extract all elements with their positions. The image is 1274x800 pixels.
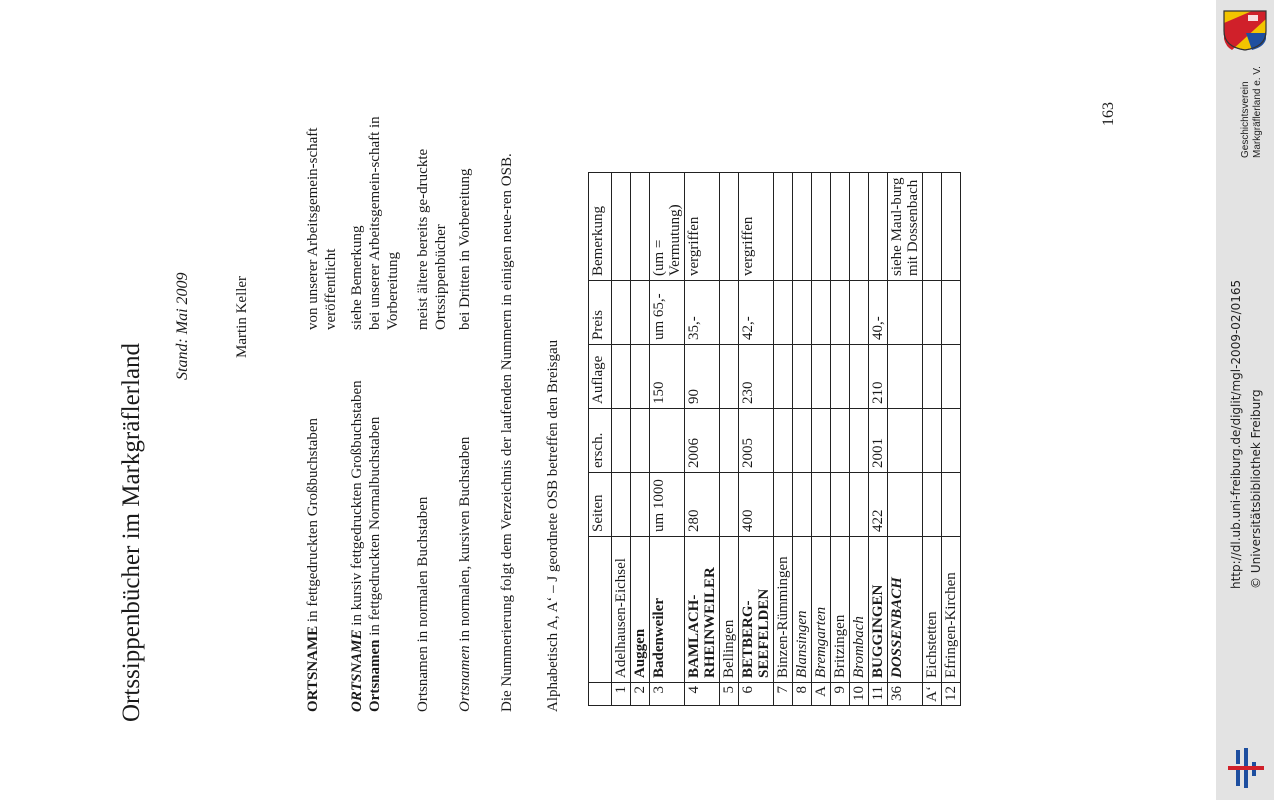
cell-auflage: 90 — [685, 345, 720, 409]
legend-remark: bei Dritten in Vorbereitung — [457, 168, 473, 330]
cell-auflage — [774, 345, 793, 409]
cell-place-name: DOSSENBACH — [888, 537, 923, 683]
cell-place-name: Blansingen — [793, 537, 812, 683]
cell-bemerkung: siehe Maul-burg mit Dossenbach — [888, 173, 923, 281]
cell-num: 5 — [720, 683, 739, 706]
cell-bemerkung — [942, 173, 961, 281]
cell-seiten — [812, 473, 831, 537]
cell-preis — [888, 281, 923, 345]
author: Martin Keller — [234, 275, 250, 358]
cell-auflage — [942, 345, 961, 409]
cell-preis — [631, 281, 650, 345]
osb-table — [588, 172, 961, 706]
cell-seiten — [720, 473, 739, 537]
cell-auflage — [831, 345, 850, 409]
cell-seiten: um 1000 — [650, 473, 685, 537]
cell-preis — [812, 281, 831, 345]
cell-num: 12 — [942, 683, 961, 706]
cell-preis — [774, 281, 793, 345]
intro-paragraph: Die Nummerierung folgt dem Verzeichnis der laufenden Nummern in einigen neue-ren OSB. — [499, 153, 515, 712]
cell-num: 11 — [869, 683, 888, 706]
table-row — [612, 173, 631, 706]
table-row — [774, 173, 793, 706]
page-title: Ortssippenbücher im Markgräflerland — [118, 342, 145, 722]
cell-preis — [831, 281, 850, 345]
cell-seiten — [942, 473, 961, 537]
cell-ersch — [942, 409, 961, 473]
cell-ersch — [774, 409, 793, 473]
cell-bemerkung — [720, 173, 739, 281]
legend-term: Ortsnamen in normalen Buchstaben — [415, 496, 431, 712]
table-row — [631, 173, 650, 706]
cell-place-name: Brombach — [850, 537, 869, 683]
cell-preis — [720, 281, 739, 345]
cell-ersch — [812, 409, 831, 473]
cell-place-name: Bremgarten — [812, 537, 831, 683]
cell-ersch — [923, 409, 942, 473]
university-library-logo-icon — [1226, 746, 1266, 790]
cell-preis — [942, 281, 961, 345]
cell-ersch — [831, 409, 850, 473]
table-row — [793, 173, 812, 706]
cell-preis: um 65,- — [650, 281, 685, 345]
cell-auflage — [793, 345, 812, 409]
cell-seiten — [850, 473, 869, 537]
header-name — [589, 537, 612, 683]
header-num — [589, 683, 612, 706]
legend-term: ORTSNAME in kursiv fettgedruckten Großbuchstaben — [349, 380, 365, 712]
cell-bemerkung: vergriffen — [685, 173, 720, 281]
cell-place-name: Eichstetten — [923, 537, 942, 683]
table-row — [650, 173, 685, 706]
header-preis: Preis — [589, 281, 612, 345]
cell-preis — [923, 281, 942, 345]
intro-alphabet-note: Alphabetisch A, A‘ – J geordnete OSB betreffen den Breisgau — [545, 339, 561, 712]
cell-seiten — [793, 473, 812, 537]
table-row — [739, 173, 774, 706]
cell-bemerkung: (um = Vermutung) — [650, 173, 685, 281]
cell-ersch — [631, 409, 650, 473]
cell-bemerkung — [774, 173, 793, 281]
legend-term: Ortsnamen in normalen, kursiven Buchstaben — [457, 436, 473, 712]
cell-bemerkung — [612, 173, 631, 281]
legend-remark: meist ältere bereits ge-druckte Ortssippenbücher — [415, 148, 449, 330]
header-auflage: Auflage — [589, 345, 612, 409]
cell-auflage: 210 — [869, 345, 888, 409]
legend-remark: von unserer Arbeitsgemein-schaft veröffentlicht — [305, 127, 339, 330]
cell-preis — [850, 281, 869, 345]
date-line: Stand: Mai 2009 — [174, 272, 191, 380]
cell-num: 6 — [739, 683, 774, 706]
cell-num: 3 — [650, 683, 685, 706]
cell-bemerkung — [923, 173, 942, 281]
cell-place-name: Badenweiler — [650, 537, 685, 683]
page-number: 163 — [1100, 102, 1117, 126]
cell-seiten: 422 — [869, 473, 888, 537]
table-row — [923, 173, 942, 706]
cell-preis: 40,- — [869, 281, 888, 345]
cell-bemerkung — [850, 173, 869, 281]
copyright-line: © Universitätsbibliothek Freiburg — [1249, 389, 1263, 589]
cell-ersch: 2005 — [739, 409, 774, 473]
cell-seiten — [888, 473, 923, 537]
cell-auflage — [612, 345, 631, 409]
cell-place-name: BUGGINGEN — [869, 537, 888, 683]
cell-auflage — [720, 345, 739, 409]
cell-auflage: 150 — [650, 345, 685, 409]
cell-bemerkung — [793, 173, 812, 281]
table-row — [831, 173, 850, 706]
cell-seiten — [774, 473, 793, 537]
cell-bemerkung — [831, 173, 850, 281]
cell-num: A‘ — [923, 683, 942, 706]
table-row — [812, 173, 831, 706]
society-crest-icon — [1222, 9, 1268, 51]
cell-bemerkung — [631, 173, 650, 281]
cell-bemerkung — [812, 173, 831, 281]
cell-ersch — [888, 409, 923, 473]
cell-bemerkung: vergriffen — [739, 173, 774, 281]
cell-seiten: 400 — [739, 473, 774, 537]
table-row — [942, 173, 961, 706]
cell-num: 10 — [850, 683, 869, 706]
cell-place-name: Binzen-Rümmingen — [774, 537, 793, 683]
cell-place-name: Bellingen — [720, 537, 739, 683]
cell-num: 1 — [612, 683, 631, 706]
cell-seiten — [831, 473, 850, 537]
header-bemerkung: Bemerkung — [589, 173, 612, 281]
cell-ersch: 2001 — [869, 409, 888, 473]
cell-preis — [793, 281, 812, 345]
cell-seiten: 280 — [685, 473, 720, 537]
cell-place-name: BAMLACH-RHEINWEILER — [685, 537, 720, 683]
header-seiten: Seiten — [589, 473, 612, 537]
cell-place-name: Auggen — [631, 537, 650, 683]
cell-ersch: 2006 — [685, 409, 720, 473]
legend-remark: bei unserer Arbeitsgemein-schaft in Vorbereitung — [367, 116, 401, 330]
cell-preis — [612, 281, 631, 345]
table-body — [612, 173, 961, 706]
society-line-1: Geschichtsverein — [1240, 81, 1251, 158]
table-row — [720, 173, 739, 706]
table-row — [850, 173, 869, 706]
cell-ersch — [612, 409, 631, 473]
legend-remark: siehe Bemerkung — [349, 225, 365, 330]
cell-auflage: 230 — [739, 345, 774, 409]
table-header-row — [589, 173, 612, 706]
table-row — [888, 173, 923, 706]
cell-auflage — [888, 345, 923, 409]
cell-bemerkung — [869, 173, 888, 281]
cell-seiten — [612, 473, 631, 537]
cell-num: 2 — [631, 683, 650, 706]
table-row — [869, 173, 888, 706]
cell-place-name: Britzingen — [831, 537, 850, 683]
cell-ersch — [793, 409, 812, 473]
cell-seiten — [923, 473, 942, 537]
cell-num: 4 — [685, 683, 720, 706]
cell-place-name: Efringen-Kirchen — [942, 537, 961, 683]
cell-auflage — [923, 345, 942, 409]
cell-num: 9 — [831, 683, 850, 706]
cell-num: 8 — [793, 683, 812, 706]
cell-num: 36 — [888, 683, 923, 706]
cell-num: A — [812, 683, 831, 706]
cell-auflage — [631, 345, 650, 409]
header-ersch: ersch. — [589, 409, 612, 473]
cell-ersch — [650, 409, 685, 473]
cell-auflage — [812, 345, 831, 409]
cell-preis: 35,- — [685, 281, 720, 345]
cell-ersch — [720, 409, 739, 473]
legend-term: ORTSNAME in fettgedruckten Großbuchstaben — [305, 417, 321, 712]
cell-seiten — [631, 473, 650, 537]
cell-preis: 42,- — [739, 281, 774, 345]
legend-term: Ortsnamen in fettgedruckten Normalbuchstaben — [367, 416, 383, 712]
cell-place-name: BETBERG-SEEFELDEN — [739, 537, 774, 683]
society-line-2: Markgräflerland e. V. — [1252, 66, 1263, 158]
table-row — [685, 173, 720, 706]
cell-ersch — [850, 409, 869, 473]
cell-auflage — [850, 345, 869, 409]
cell-num: 7 — [774, 683, 793, 706]
cell-place-name: Adelhausen-Eichsel — [612, 537, 631, 683]
source-url[interactable]: http://dl.ub.uni-freiburg.de/diglit/mgl-2009-02/0165 — [1229, 279, 1243, 589]
